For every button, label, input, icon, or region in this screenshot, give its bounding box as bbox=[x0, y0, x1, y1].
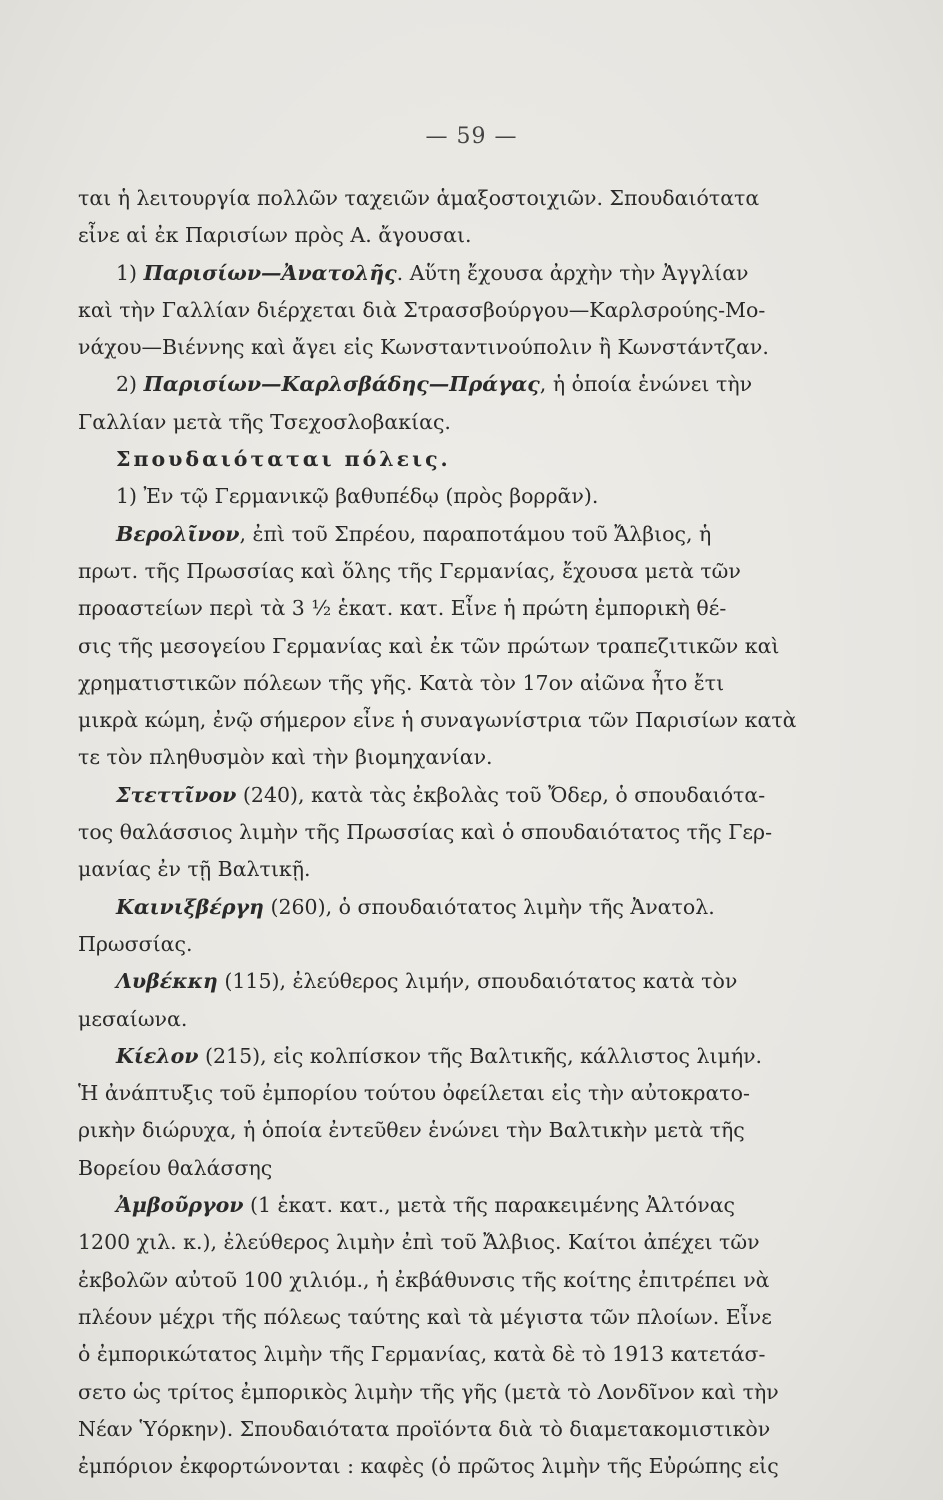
text-line bbox=[78, 366, 858, 403]
text-line bbox=[78, 963, 858, 1000]
text-segment: Πρωσσίας. bbox=[78, 931, 193, 956]
text-segment: μεσαίωνα. bbox=[78, 1006, 188, 1031]
body-text bbox=[78, 180, 858, 1485]
text-segment: ρικὴν διώρυχα, ἡ ὁποία ἐντεῦθεν ἑνώνει τὴν Βαλτικὴν μετὰ τῆς bbox=[78, 1118, 745, 1143]
text-line bbox=[78, 1001, 858, 1038]
text-segment: Ἡ ἀνάπτυξις τοῦ ἐμπορίου τούτου ὀφείλεται εἰς τὴν αὐτοκρατο- bbox=[78, 1081, 750, 1106]
keyword: Στεττῖνον bbox=[116, 782, 237, 807]
text-line bbox=[78, 889, 858, 926]
text-line bbox=[78, 292, 858, 329]
text-segment: εἶνε αἱ ἐκ Παρισίων πρὸς Α. ἄγουσαι. bbox=[78, 223, 472, 248]
text-segment: ται ἡ λειτουργία πολλῶν ταχειῶν ἁμαξοστοιχιῶν. Σπουδαιότατα bbox=[78, 186, 760, 210]
text-line bbox=[78, 553, 858, 590]
text-segment: 2) bbox=[116, 372, 144, 397]
text-line bbox=[78, 1374, 858, 1411]
text-segment: ἐμπόριον ἐκφορτώνονται : καφὲς (ὁ πρῶτος λιμὴν τῆς Εὐρώπης εἰς bbox=[78, 1454, 779, 1479]
text-line bbox=[78, 1262, 858, 1299]
text-line bbox=[78, 814, 858, 851]
text-line bbox=[78, 1224, 858, 1261]
text-line bbox=[78, 180, 858, 217]
text-segment: (215), εἰς κολπίσκον τῆς Βαλτικῆς, κάλλιστος λιμήν. bbox=[198, 1043, 763, 1068]
text-line bbox=[78, 1187, 858, 1224]
text-segment: Νέαν Ὑόρκην). Σπουδαιότατα προϊόντα διὰ τὸ διαμετακομιστικὸν bbox=[78, 1416, 771, 1441]
text-line bbox=[78, 1336, 858, 1373]
text-line bbox=[78, 1448, 858, 1485]
text-line bbox=[78, 1112, 858, 1149]
text-line bbox=[78, 1150, 858, 1187]
keyword: Κίελον bbox=[116, 1043, 199, 1068]
text-segment: νάχου—Βιέννης καὶ ἄγει εἰς Κωνσταντινούπολιν ἢ Κωνστάντζαν. bbox=[78, 335, 769, 360]
text-segment: μικρὰ κώμη, ἐνῷ σήμερον εἶνε ἡ συναγωνίστρια τῶν Παρισίων κατὰ bbox=[78, 708, 797, 733]
text-line bbox=[78, 777, 858, 814]
text-line bbox=[78, 702, 858, 739]
page-number: — 59 — bbox=[425, 124, 518, 149]
keyword: Ἀμβοῦργον bbox=[116, 1193, 244, 1218]
text-segment: μανίας ἐν τῇ Βαλτικῇ. bbox=[78, 857, 311, 882]
text-segment: . Αὕτη ἔχουσα ἀρχὴν τὴν Ἀγγλίαν bbox=[396, 260, 749, 285]
text-segment: πρωτ. τῆς Πρωσσίας καὶ ὅλης τῆς Γερμανίας, ἔχουσα μετὰ τῶν bbox=[78, 558, 741, 583]
text-segment: 1200 χιλ. κ.), ἐλεύθερος λιμὴν ἐπὶ τοῦ Ἄλβιος. Καίτοι ἀπέχει τῶν bbox=[78, 1230, 760, 1255]
text-line bbox=[78, 516, 858, 553]
keyword: Παρισίων—Καρλσβάδης—Πράγας bbox=[143, 372, 540, 397]
text-line bbox=[78, 851, 858, 888]
text-line bbox=[78, 1411, 858, 1448]
text-segment: ὁ ἐμπορικώτατος λιμὴν τῆς Γερμανίας, κατὰ δὲ τὸ 1913 κατετάσ- bbox=[78, 1342, 766, 1367]
text-segment: (115), ἐλεύθερος λιμήν, σπουδαιότατος κατὰ τὸν bbox=[217, 969, 738, 994]
text-segment: σις τῆς μεσογείου Γερμανίας καὶ ἐκ τῶν πρώτων τραπεζιτικῶν καὶ bbox=[78, 633, 780, 658]
text-segment: ἐκβολῶν αὐτοῦ 100 χιλιόμ., ἡ ἐκβάθυνσις τῆς κοίτης ἐπιτρέπει νὰ bbox=[78, 1267, 770, 1292]
text-line bbox=[78, 628, 858, 665]
text-segment: (240), κατὰ τὰς ἐκβολὰς τοῦ Ὄδερ, ὁ σπουδαιότα- bbox=[236, 782, 766, 807]
keyword: Παρισίων—Ἀνατολῆς bbox=[143, 260, 397, 285]
keyword: Καινιξβέργη bbox=[116, 894, 264, 919]
text-line bbox=[78, 926, 858, 963]
section-heading: Σπουδαιόταται πόλεις. bbox=[116, 447, 451, 472]
text-line bbox=[78, 590, 858, 627]
text-segment: πλέουν μέχρι τῆς πόλεως ταύτης καὶ τὰ μέγιστα τῶν πλοίων. Εἶνε bbox=[78, 1304, 772, 1329]
text-segment: σετο ὡς τρίτος ἐμπορικὸς λιμὴν τῆς γῆς (μετὰ τὸ Λονδῖνον καὶ τὴν bbox=[78, 1379, 779, 1404]
text-segment: χρηματιστικῶν πόλεων τῆς γῆς. Κατὰ τὸν 17ον αἰῶνα ἦτο ἔτι bbox=[78, 670, 725, 695]
text-line bbox=[78, 739, 858, 776]
keyword: Βερολῖνον bbox=[116, 521, 240, 546]
text-segment: Γαλλίαν μετὰ τῆς Τσεχοσλοβακίας. bbox=[78, 409, 451, 434]
text-segment: προαστείων περὶ τὰ 3 ½ ἑκατ. κατ. Εἶνε ἡ πρώτη ἐμπορικὴ θέ- bbox=[78, 596, 727, 621]
text-line bbox=[78, 1075, 858, 1112]
text-line bbox=[78, 478, 858, 515]
keyword: Λυβέκκη bbox=[116, 969, 218, 994]
text-line bbox=[78, 329, 858, 366]
text-line bbox=[78, 217, 858, 254]
text-line bbox=[78, 1038, 858, 1075]
text-segment: τε τὸν πληθυσμὸν καὶ τὴν βιομηχανίαν. bbox=[78, 745, 493, 770]
text-segment: Βορείου θαλάσσης bbox=[78, 1155, 273, 1180]
text-line bbox=[78, 255, 858, 292]
text-segment: καὶ τὴν Γαλλίαν διέρχεται διὰ Στρασσβούργου—Καρλσρούης-Μο- bbox=[78, 297, 766, 322]
text-segment: τος θαλάσσιος λιμὴν τῆς Πρωσσίας καὶ ὁ σπουδαιότατος τῆς Γερ- bbox=[78, 820, 773, 845]
text-segment: 1) Ἐν τῷ Γερμανικῷ βαθυπέδῳ (πρὸς βορρᾶν). bbox=[116, 484, 599, 509]
text-line bbox=[78, 404, 858, 441]
text-segment: (1 ἑκατ. κατ., μετὰ τῆς παρακειμένης Ἀλτόνας bbox=[243, 1193, 736, 1218]
text-line bbox=[78, 441, 858, 478]
text-line bbox=[78, 665, 858, 702]
text-segment: (260), ὁ σπουδαιότατος λιμὴν τῆς Ἀνατολ. bbox=[263, 894, 715, 919]
text-segment: , ἡ ὁποία ἑνώνει τὴν bbox=[539, 372, 753, 397]
text-line bbox=[78, 1299, 858, 1336]
text-segment: , ἐπὶ τοῦ Σπρέου, παραποτάμου τοῦ Ἄλβιος, ἡ bbox=[239, 521, 712, 546]
text-segment: 1) bbox=[116, 260, 144, 285]
